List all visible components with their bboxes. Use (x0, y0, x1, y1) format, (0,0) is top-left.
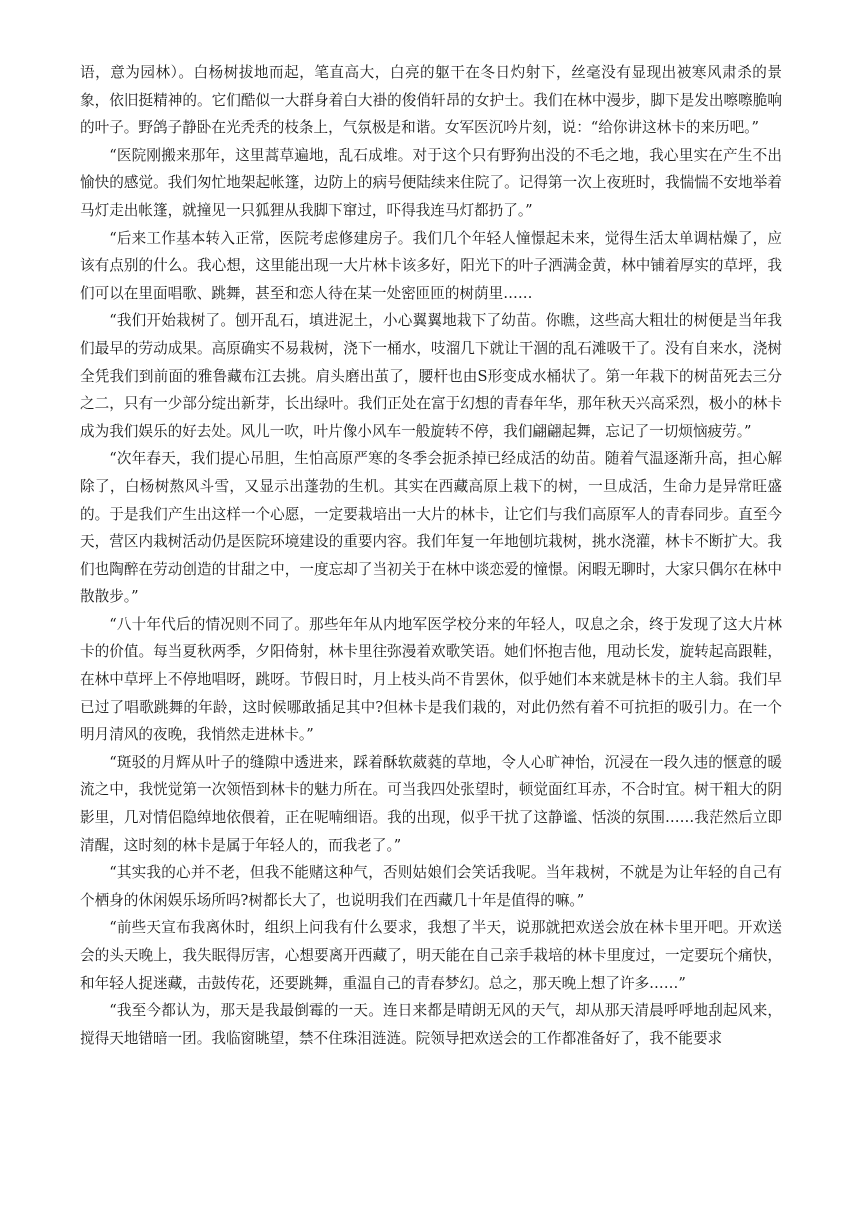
paragraph: “后来工作基本转入正常，医院考虑修建房子。我们几个年轻人憧憬起未来，觉得生活太单调枯燥了，应该有点别的什么。我心想，这里能出现一大片林卡该多好，阳光下的叶子洒满金黄，林中铺着厚实的草坪，我们可以在里面唱歌、跳舞，甚至和恋人待在某一处密匝匝的树荫里…… (80, 229, 782, 302)
paragraph-continued: 语，意为园林）。白杨树拔地而起，笔直高大，白亮的躯干在冬日灼射下，丝毫没有显现出被寒风肃杀的景象，依旧挺精神的。它们酷似一大群身着白大褂的俊俏轩昂的女护士。我们在林中漫步，脚下是发出嚓嚓脆响的叶子。野鸽子静卧在光秃秃的枝条上，气氛极是和谐。女军医沉吟片刻，说：“给你讲这林卡的来历吧。” (80, 64, 782, 137)
paragraph: “八十年代后的情况则不同了。那些年年从内地军医学校分来的年轻人，叹息之余，终于发现了这大片林卡的价值。每当夏秋两季，夕阳倚射，林卡里往弥漫着欢歌笑语。她们怀抱吉他，甩动长发，旋转起高跟鞋，在林中草坪上不停地唱呀，跳呀。节假日时，月上枝头尚不肯罢休，似乎她们本来就是林卡的主人翁。我们早已过了唱歌跳舞的年龄，这时候哪敢插足其中?但林卡是我们栽的，对此仍然有着不可抗拒的吸引力。在一个明月清风的夜晚，我悄然走进林卡。” (80, 615, 782, 744)
paragraph: “次年春天，我们提心吊胆，生怕高原严寒的冬季会扼杀掉已经成活的幼苗。随着气温逐渐升高，担心解除了，白杨树熬风斗雪，又显示出蓬勃的生机。其实在西藏高原上栽下的树，一旦成活，生命力是异常旺盛的。于是我们产生出这样一个心愿，一定要栽培出一大片的林卡，让它们与我们高原军人的青春同步。直至今天，营区内栽树活动仍是医院环境建设的重要内容。我们年复一年地刨坑栽树，挑水浇灌，林卡不断扩大。我们也陶醉在劳动创造的甘甜之中，一度忘却了当初关于在林中谈恋爱的憧憬。闲暇无聊时，大家只偶尔在林中散散步。” (80, 450, 782, 606)
paragraph: “医院刚搬来那年，这里蒿草遍地，乱石成堆。对于这个只有野狗出没的不毛之地，我心里实在产生不出愉快的感觉。我们匆忙地架起帐篷，边防上的病号便陆续来住院了。记得第一次上夜班时，我惴惴不安地举着马灯走出帐篷，就撞见一只狐狸从我脚下窜过，吓得我连马灯都扔了。” (80, 146, 782, 219)
paragraph: “前些天宣布我离休时，组织上问我有什么要求，我想了半天，说那就把欢送会放在林卡里开吧。开欢送会的头天晚上，我失眠得厉害，心想要离开西藏了，明天能在自己亲手栽培的林卡里度过，一定要玩个痛快，和年轻人捉迷藏，击鼓传花，还要跳舞，重温自己的青春梦幻。总之，那天晚上想了许多……” (80, 919, 782, 992)
paragraph: “我们开始栽树了。刨开乱石，填进泥土，小心翼翼地栽下了幼苗。你瞧，这些高大粗壮的树便是当年我们最早的劳动成果。高原确实不易栽树，浇下一桶水，吱溜几下就让干涸的乱石滩吸干了。没有自来水，浇树全凭我们到前面的雅鲁藏布江去挑。肩头磨出茧了，腰杆也由S形变成水桶状了。第一年栽下的树苗死去三分之二，只有一少部分绽出新芽，长出绿叶。我们正处在富于幻想的青春年华，那年秋天兴高采烈，极小的林卡成为我们娱乐的好去处。风儿一吹，叶片像小风车一般旋转不停，我们翩翩起舞，忘记了一切烦恼疲劳。” (80, 312, 782, 440)
paragraph: “斑驳的月辉从叶子的缝隙中透进来，踩着酥软葳蕤的草地，令人心旷神怡，沉浸在一段久违的惬意的暖流之中，我恍觉第一次领悟到林卡的魅力所在。可当我四处张望时，顿觉面红耳赤，不合时宜。树干粗大的阴影里，几对情侣隐绰地依偎着，正在呢喃细语。我的出现，似乎干扰了这静谧、恬淡的氛围……我茫然后立即清醒，这时刻的林卡是属于年轻人的，而我老了。” (80, 753, 782, 854)
paragraph: “其实我的心并不老，但我不能赌这种气，否则姑娘们会笑话我呢。当年栽树，不就是为让年轻的自己有个栖身的休闲娱乐场所吗?树都长大了，也说明我们在西藏几十年是值得的嘛。” (80, 864, 782, 909)
paragraph: “我至今都认为，那天是我最倒霉的一天。连日来都是晴朗无风的天气，却从那天清晨呼呼地刮起风来，搅得天地错暗一团。我临窗眺望，禁不住珠泪涟涟。院领导把欢送会的工作都准备好了，我不能要求 (80, 1002, 782, 1047)
article-body (80, 59, 782, 1052)
